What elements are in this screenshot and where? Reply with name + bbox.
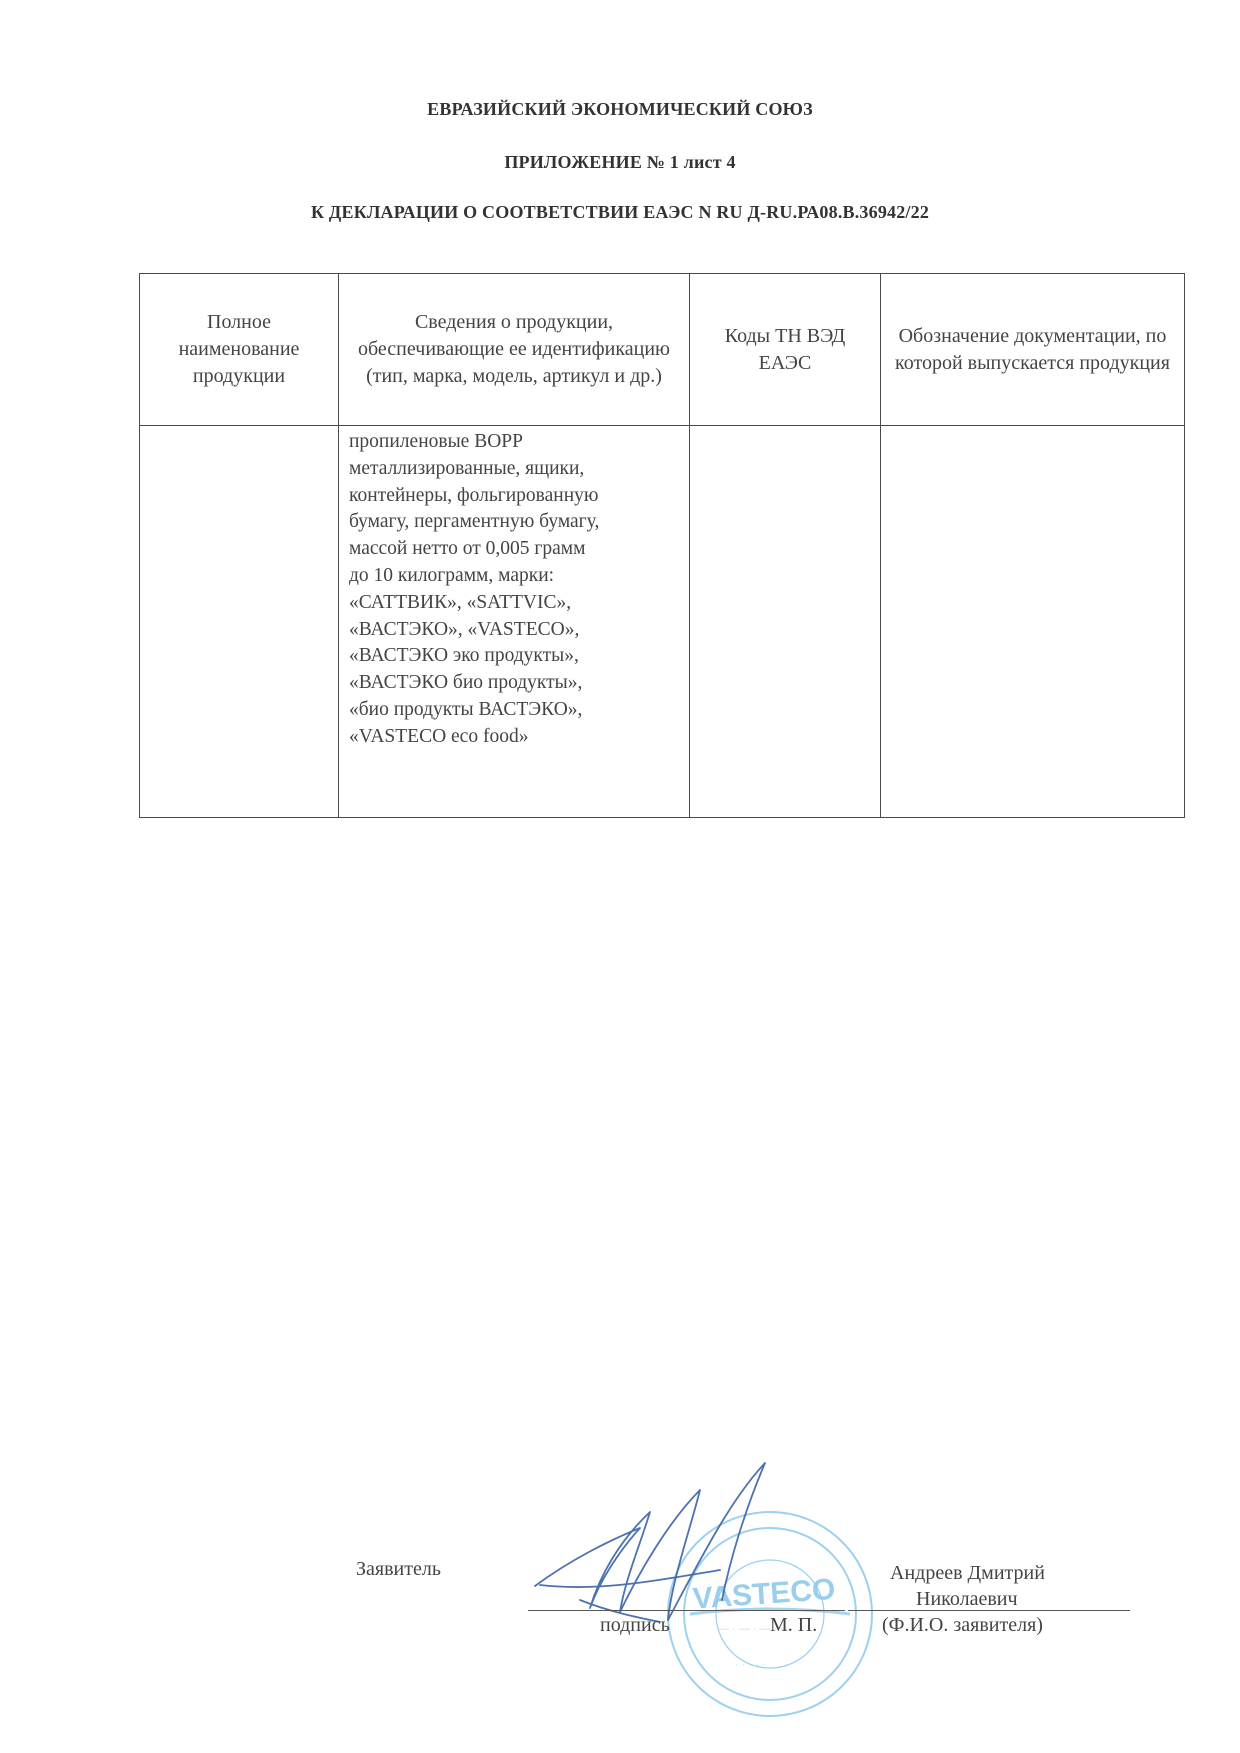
stamp-logo-text: VASTECO [691, 1572, 837, 1616]
stamp-caption: М. П. [770, 1614, 818, 1636]
applicant-label: Заявитель [356, 1558, 441, 1580]
signature-caption: подпись [600, 1614, 670, 1636]
column-header-documentation: Обозначение документации, по которой выпускается продукция [881, 274, 1185, 426]
cell-tn-ved-codes [690, 426, 881, 818]
column-header-name: Полное наименование продукции [140, 274, 339, 426]
info-line: «VASTECO eco food» [349, 725, 529, 747]
column-header-codes: Коды ТН ВЭД ЕАЭС [690, 274, 881, 426]
table-row [140, 426, 1185, 818]
info-line: «ВАСТЭКО био продукты», [349, 672, 583, 694]
applicant-name-line1: Андреев Дмитрий [890, 1562, 1045, 1584]
applicant-name-line2: Николаевич [916, 1588, 1018, 1610]
appendix-title: ПРИЛОЖЕНИЕ № 1 лист 4 [504, 152, 736, 172]
signature-line [528, 1610, 845, 1611]
info-line: массой нетто от 0,005 грамм [349, 538, 586, 560]
cell-documentation [881, 426, 1185, 818]
info-line: «ВАСТЭКО», «VASTECO», [349, 618, 580, 640]
union-title: ЕВРАЗИЙСКИЙ ЭКОНОМИЧЕСКИЙ СОЮЗ [427, 99, 813, 119]
column-header-info: Сведения о продукции, обеспечивающие ее идентификацию (тип, марка, модель, артикул и др.) [339, 274, 690, 426]
info-line: «САТТВИК», «SATTVIC», [349, 591, 572, 613]
name-line [848, 1610, 1130, 1611]
product-table [139, 273, 1185, 818]
name-caption: (Ф.И.О. заявителя) [882, 1614, 1043, 1636]
handwritten-signature [535, 1463, 765, 1622]
info-line: «ВАСТЭКО эко продукты», [349, 645, 579, 667]
cell-product-info [339, 426, 690, 818]
info-line: до 10 килограмм, марки: [349, 564, 555, 586]
info-line: контейнеры, фольгированную [349, 484, 599, 506]
info-line: «био продукты ВАСТЭКО», [349, 698, 583, 720]
info-line: пропиленовые BOPP [349, 431, 523, 452]
svg-text:· · · · ·: · · · · · [735, 1659, 766, 1671]
cell-product-name [140, 426, 339, 818]
info-line: бумагу, пергаментную бумагу, [349, 511, 600, 533]
info-line: металлизированные, ящики, [349, 457, 585, 479]
svg-text:— · — · — · —: — · — · — · — [718, 1623, 792, 1635]
table-header-row [140, 274, 1185, 426]
declaration-title: К ДЕКЛАРАЦИИ О СООТВЕТСТВИИ ЕАЭС N RU Д-RU.РА08.В.36942/22 [310, 202, 930, 222]
